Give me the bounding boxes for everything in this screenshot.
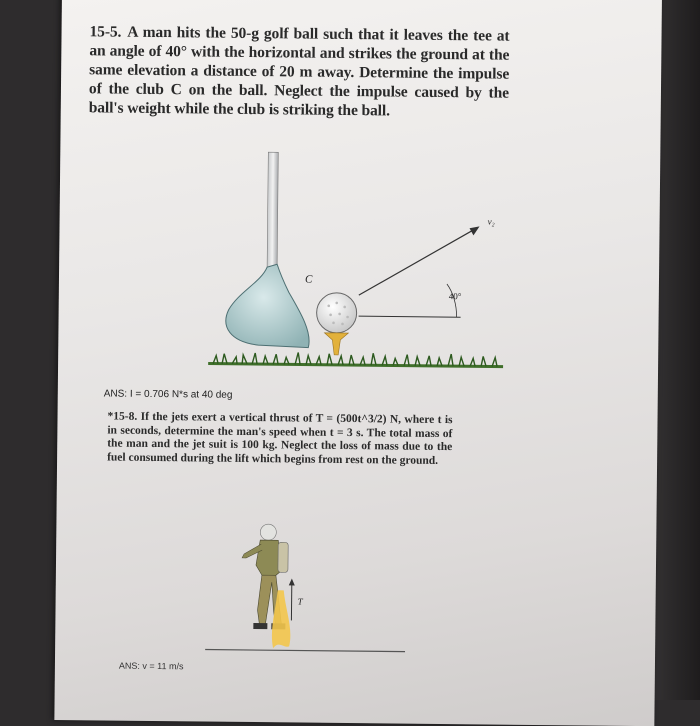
velocity-label: v₂: [488, 216, 495, 226]
grass: [208, 352, 503, 367]
angle-label: 40°: [449, 291, 462, 301]
golf-ball: [316, 293, 356, 333]
jet-pack: [278, 542, 288, 572]
problem-number: *15-8.: [107, 411, 137, 423]
problem-text: If the jets exert a vertical thrust of T = (500t^3/2) N, where t is in seconds, determine the man's speed when t = 3 s. The total mass of the man and the jet suit is 100 kg. Neglect the loss of mass due to the fuel consumed during the lift which begins from rest on the ground.: [107, 411, 453, 467]
jetpack-figure: [205, 520, 406, 662]
answer-15-8: ANS: v = 11 m/s: [119, 661, 184, 672]
horizontal-reference: [359, 316, 461, 317]
thrust-label: T: [298, 597, 304, 607]
problem-number: 15-5.: [89, 23, 121, 40]
club-shaft: [267, 152, 278, 272]
club-label: C: [305, 274, 313, 286]
textbook-page: [54, 0, 662, 726]
answer-15-5: ANS: I = 0.706 N*s at 40 deg: [104, 388, 233, 400]
club-head: [226, 264, 310, 348]
ground-line: [205, 650, 405, 652]
problem-15-8: [107, 411, 453, 469]
velocity-arrow: [359, 228, 475, 296]
problem-15-5: [89, 22, 510, 121]
arrow-head: [469, 226, 479, 235]
golf-figure: [208, 142, 530, 385]
problem-text: A man hits the 50-g golf ball such that it leaves the tee at an angle of 40° with the horizontal and strikes the ground at the same elevation a distance of 20 m away. Determine the impulse of the club C on the ball. Neglect the impulse caused by the ball's weight while the club is striking the ball.: [89, 24, 510, 120]
tee: [324, 333, 348, 355]
helmet: [260, 524, 276, 540]
left-boot: [253, 623, 267, 629]
